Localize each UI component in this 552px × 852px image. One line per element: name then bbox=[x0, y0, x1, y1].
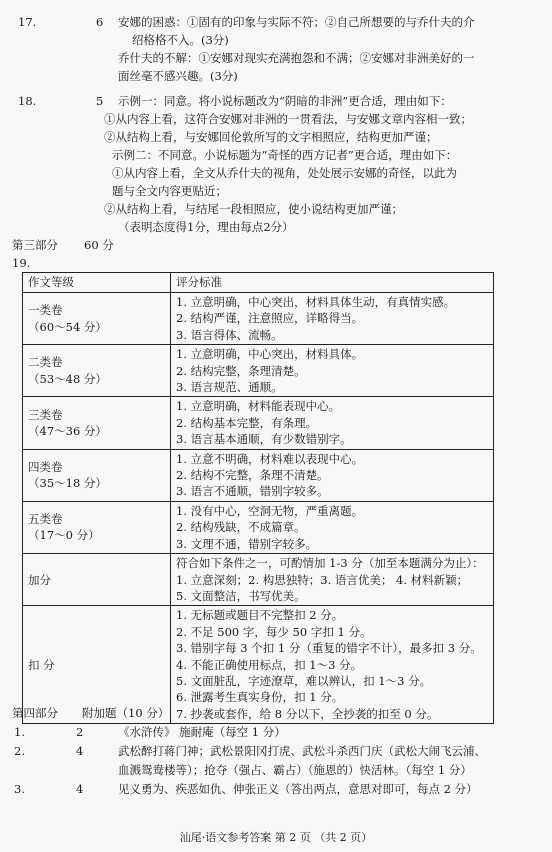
grade-cell bbox=[23, 554, 171, 606]
criteria-cell bbox=[171, 449, 494, 501]
criteria-line: 4. 不能正确使用标点，扣 1～3 分。 bbox=[176, 657, 363, 672]
criteria-line: 1. 立意明确，中心突出，材料具体生动，有真情实感。 bbox=[176, 295, 456, 309]
extra-line: 血溅鸳鸯楼等）；抢夺（强占、霸占）（施恩的）快活林。（每空 1 分） bbox=[118, 763, 472, 777]
q18-line: ①从内容上看，全文从乔什夫的视角，处处展示安娜的奇怪，以此为 bbox=[112, 166, 457, 180]
criteria-line: 6. 泄露考生真实身份，扣 1 分。 bbox=[176, 690, 344, 705]
table-row bbox=[23, 345, 494, 397]
part4-subtitle: 附加题（10 分） bbox=[82, 706, 170, 720]
part3-score: 60 分 bbox=[84, 238, 114, 252]
criteria-line: 3. 错别字每 3 个扣 1 分（重复的错字不计），最多扣 3 分。 bbox=[176, 641, 482, 656]
q18-line: 示例二：不同意。小说标题为“奇怪的西方记者”更合适，理由如下： bbox=[112, 148, 458, 162]
criteria-line: 1. 立意明确，材料能表现中心。 bbox=[176, 399, 341, 414]
q17-line-2: 绍格格不入。(3分) bbox=[132, 33, 229, 47]
grade-cell bbox=[23, 293, 171, 345]
grade-label: 二类卷 bbox=[28, 355, 63, 370]
criteria-line: 3. 语言得体、流畅。 bbox=[176, 327, 283, 342]
criteria-cell bbox=[171, 606, 494, 724]
q18-line: 示例一：同意。将小说标题改为“阴暗的非洲”更合适，理由如下： bbox=[118, 94, 452, 108]
criteria-line: 5. 文面脏乱，字迹潦草，难以辨认，扣 1～3 分。 bbox=[176, 673, 432, 688]
q18-line: ②从结构上看，与安娜回伦敦所写的文字相照应，结构更加严谨； bbox=[104, 130, 438, 144]
table-row bbox=[23, 397, 494, 449]
criteria-line: 1. 立意深刻；2. 构思独特；3. 语言优美； 4. 材料新颖； bbox=[176, 572, 469, 587]
grade-cell bbox=[23, 449, 171, 501]
grade-label: 五类卷 bbox=[28, 512, 63, 527]
table-row bbox=[23, 449, 494, 501]
q17-score: 6 bbox=[96, 15, 104, 29]
grade-label: 加分 bbox=[28, 572, 51, 587]
criteria-line: 3. 文理不通，错别字较多。 bbox=[176, 536, 318, 551]
criteria-line: 3. 语言规范、通顺。 bbox=[176, 380, 283, 395]
criteria-line: 1. 立意明确，中心突出，材料具体。 bbox=[176, 347, 364, 362]
grade-cell bbox=[23, 397, 171, 449]
table-row bbox=[23, 554, 494, 606]
q18-score: 5 bbox=[96, 94, 104, 108]
criteria-cell bbox=[171, 345, 494, 397]
grade-cell bbox=[23, 345, 171, 397]
criteria-line: 2. 结构残缺，不成篇章。 bbox=[176, 520, 306, 535]
table-header: 评分标准 bbox=[171, 273, 494, 293]
criteria-line: 2. 结构严谨，注意照应，详略得当。 bbox=[176, 311, 364, 326]
q18-number: 18. bbox=[18, 94, 37, 108]
q18-line: ①从内容上看，这符合安娜对非洲的一贯看法，与安娜文章内容相一致； bbox=[104, 112, 472, 126]
grade-range: （35～18 分） bbox=[28, 476, 107, 491]
criteria-cell bbox=[171, 293, 494, 345]
criteria-line: 2. 结构基本完整，有条理。 bbox=[176, 415, 318, 430]
q18-line: 题与全文内容更贴近； bbox=[112, 184, 227, 198]
criteria-line: 7. 抄袭或套作，给 8 分以下，全抄袭的扣至 0 分。 bbox=[176, 706, 439, 721]
criteria-line: 2. 不足 500 字，每少 50 字扣 1 分。 bbox=[176, 624, 372, 639]
criteria-line: 3. 语言不通顺，错别字较多。 bbox=[176, 484, 329, 499]
criteria-line: 2. 结构完整，条理清楚。 bbox=[176, 363, 306, 378]
criteria-line: 5. 文面整洁，书写优美。 bbox=[176, 588, 306, 603]
table-header-row bbox=[23, 273, 494, 293]
scoring-table bbox=[22, 272, 494, 724]
extra-score: 2 bbox=[76, 725, 84, 739]
table-header: 作文等级 bbox=[23, 273, 171, 293]
criteria-line: 1. 立意不明确，材料难以表现中心。 bbox=[176, 451, 364, 466]
grade-label: 一类卷 bbox=[28, 303, 63, 318]
q18-line: （表明态度得1分，理由每点2分） bbox=[118, 220, 294, 234]
q17-line-4: 面丝毫不感兴趣。(3分) bbox=[118, 69, 238, 83]
extra-number: 3. bbox=[14, 782, 25, 796]
grade-cell bbox=[23, 501, 171, 553]
grade-label: 三类卷 bbox=[28, 407, 63, 422]
extra-score: 4 bbox=[76, 744, 84, 758]
extra-line: 《水浒传》 施耐庵（每空 1 分） bbox=[118, 725, 286, 739]
criteria-line: 2. 结构不完整，条理不清楚。 bbox=[176, 468, 329, 483]
extra-line: 见义勇为、疾恶如仇、伸张正义（答出两点，意思对即可，每点 2 分） bbox=[118, 782, 478, 796]
grade-range: （53～48 分） bbox=[28, 371, 107, 386]
q17-line-1: 安娜的困惑：①固有的印象与实际不符；②自己所想要的与乔什夫的介 bbox=[118, 15, 475, 29]
grade-range: （17～0 分） bbox=[28, 528, 100, 543]
grade-label: 四类卷 bbox=[28, 459, 63, 474]
criteria-line: 1. 没有中心，空洞无物，严重离题。 bbox=[176, 503, 364, 518]
page-footer: 汕尾·语文参考答案 第 2 页 （共 2 页） bbox=[179, 831, 373, 844]
table-row bbox=[23, 501, 494, 553]
criteria-cell bbox=[171, 554, 494, 606]
q19-number: 19. bbox=[12, 256, 31, 270]
extra-line: 武松醉打蒋门神；武松景阳冈打虎、武松斗杀西门庆（武松大闹飞云浦、 bbox=[118, 744, 486, 758]
grade-label: 扣 分 bbox=[28, 657, 55, 672]
extra-number: 2. bbox=[14, 744, 25, 758]
q17-line-3: 乔什夫的不解：①安娜对现实充满抱怨和不满；②安娜对非洲美好的一 bbox=[118, 51, 475, 65]
criteria-line: 符合如下条件之一，可酌情加 1-3 分（加至本题满分为止）： bbox=[176, 556, 484, 571]
q18-line: ②从结构上看，与结尾一段相照应，使小说结构更加严谨； bbox=[104, 202, 403, 216]
q17-number: 17. bbox=[18, 15, 37, 29]
extra-score: 4 bbox=[76, 782, 84, 796]
part4-title: 第四部分 bbox=[12, 706, 58, 720]
criteria-cell bbox=[171, 501, 494, 553]
table-row bbox=[23, 293, 494, 345]
grade-range: （47～36 分） bbox=[28, 424, 107, 439]
criteria-line: 1. 无标题或题目不完整扣 2 分。 bbox=[176, 608, 344, 623]
grade-range: （60～54 分） bbox=[28, 319, 107, 334]
criteria-cell bbox=[171, 397, 494, 449]
part3-title: 第三部分 bbox=[12, 238, 58, 252]
criteria-line: 3. 语言基本通顺，有少数错别字。 bbox=[176, 432, 352, 447]
extra-number: 1. bbox=[14, 725, 25, 739]
